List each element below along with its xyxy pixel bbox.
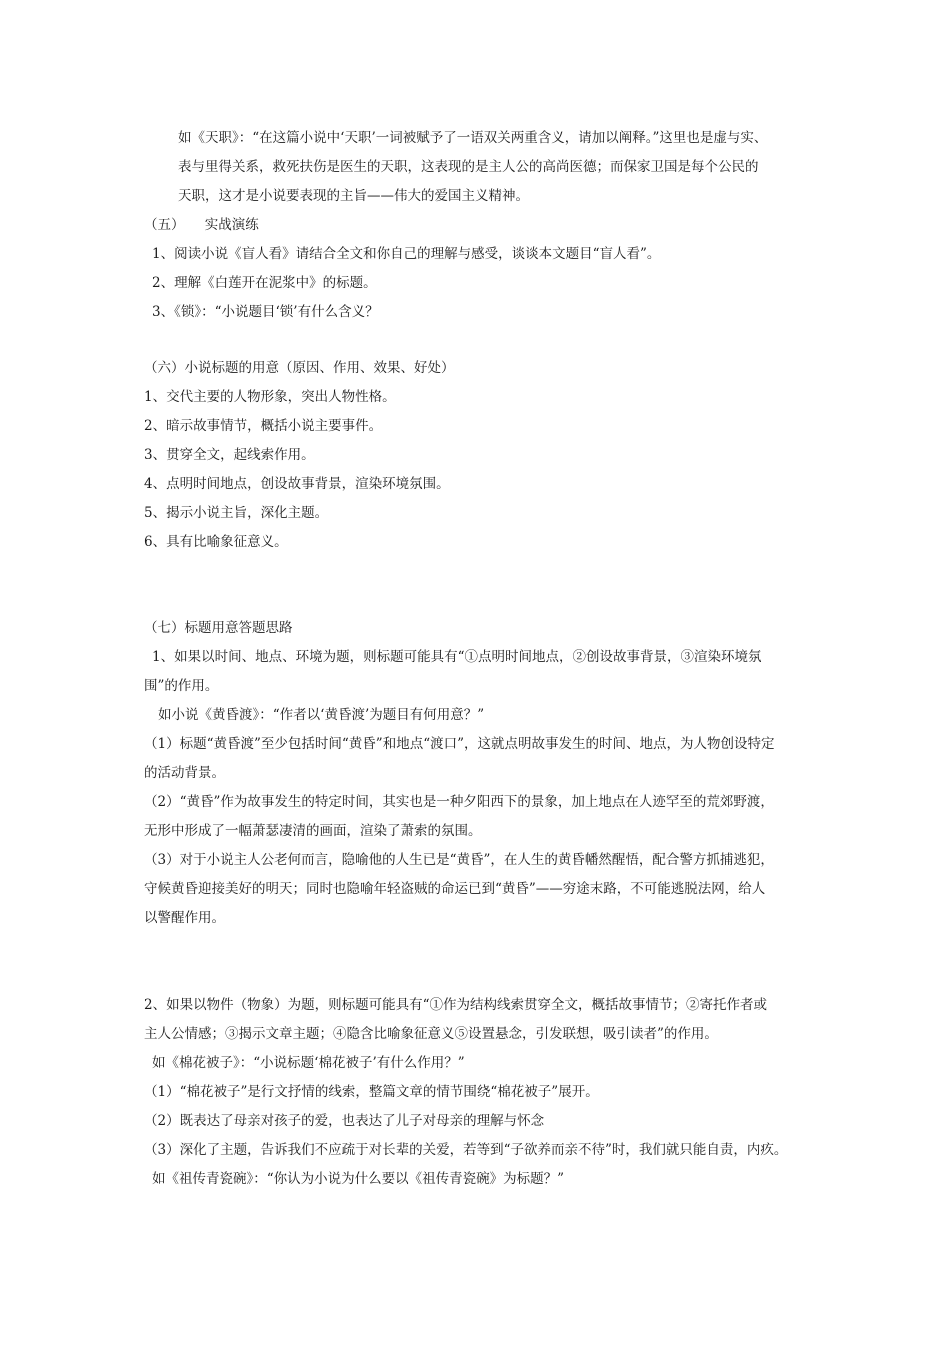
section6-item-2: 2、暗示故事情节，概括小说主要事件。 bbox=[144, 418, 383, 434]
section6-item-6: 6、具有比喻象征意义。 bbox=[144, 534, 288, 550]
section7-heading: （七）标题用意答题思路 bbox=[144, 620, 293, 636]
section7-answer-2-line-2: 无形中形成了一幅萧瑟凄清的画面，渲染了萧索的氛围。 bbox=[144, 823, 482, 839]
section8-answer-2: （2）既表达了母亲对孩子的爱，也表达了儿子对母亲的理解与怀念 bbox=[144, 1113, 545, 1129]
section5-heading: （五） 实战演练 bbox=[144, 217, 259, 233]
section7-answer-1-line-1: （1）标题“黄昏渡”至少包括时间“黄昏”和地点“渡口”，这就点明故事发生的时间、地点，为人物创设特定 bbox=[144, 736, 775, 752]
tianzhi-line-2: 表与里得关系，救死扶伤是医生的天职，这表现的是主人公的高尚医德；而保家卫国是每个公民的 bbox=[178, 159, 759, 175]
section7-example-1: 如小说《黄昏渡》：“作者以‘黄昏渡’为题目有何用意？” bbox=[158, 707, 485, 723]
section7-answer-3-line-2: 守候黄昏迎接美好的明天；同时也隐喻年轻盗贼的命运已到“黄昏”——穷途末路，不可能逃脱法网，给人 bbox=[144, 881, 766, 897]
section8-example-2: 如《棉花被子》：“小说标题‘棉花被子’有什么作用？” bbox=[152, 1055, 465, 1071]
section7-answer-3-line-3: 以警醒作用。 bbox=[144, 910, 225, 926]
section6-item-4: 4、点明时间地点，创设故事背景，渲染环境氛围。 bbox=[144, 476, 450, 492]
section6-heading: （六）小说标题的用意（原因、作用、效果、好处） bbox=[144, 360, 455, 376]
section8-answer-1: （1）“棉花被子”是行文抒情的线索，整篇文章的情节围绕“棉花被子”展开。 bbox=[144, 1084, 599, 1100]
section5-item-2: 2、理解《白莲开在泥浆中》的标题。 bbox=[152, 275, 377, 291]
section5-item-3: 3、《锁》：“小说题目‘锁’有什么含义？ bbox=[152, 304, 379, 320]
section8-answer-3: （3）深化了主题，告诉我们不应疏于对长辈的关爱，若等到“子欲养而亲不待”时，我们就只能自责，内疚。 bbox=[144, 1142, 788, 1158]
section6-item-1: 1、交代主要的人物形象，突出人物性格。 bbox=[144, 389, 396, 405]
section6-item-5: 5、揭示小说主旨，深化主题。 bbox=[144, 505, 329, 521]
section7-answer-1-line-2: 的活动背景。 bbox=[144, 765, 225, 781]
tianzhi-line-1: 如《天职》：“在这篇小说中‘天职’一词被赋予了一语双关两重含义，请加以阐释。”这里也是虚与实、 bbox=[178, 130, 768, 146]
section7-p1-line-2: 围”的作用。 bbox=[144, 678, 219, 694]
section8-p2-line-2: 主人公情感；③揭示文章主题；④隐含比喻象征意义⑤设置悬念，引发联想，吸引读者”的作用。 bbox=[144, 1026, 718, 1042]
section7-p1-line-1: 1、如果以时间、地点、环境为题，则标题可能具有“①点明时间地点，②创设故事背景，③渲染环境氛 bbox=[152, 649, 762, 665]
section7-answer-2-line-1: （2）“黄昏”作为故事发生的特定时间，其实也是一种夕阳西下的景象，加上地点在人迹罕至的荒郊野渡， bbox=[144, 794, 774, 810]
section6-item-3: 3、贯穿全文，起线索作用。 bbox=[144, 447, 315, 463]
tianzhi-line-3: 天职，这才是小说要表现的主旨——伟大的爱国主义精神。 bbox=[178, 188, 529, 204]
section5-item-1: 1、阅读小说《盲人看》请结合全文和你自己的理解与感受，谈谈本文题目“盲人看”。 bbox=[152, 246, 661, 262]
section7-answer-3-line-1: （3）对于小说主人公老何而言，隐喻他的人生已是“黄昏”，在人生的黄昏幡然醒悟，配合警方抓捕逃犯， bbox=[144, 852, 774, 868]
section8-example-3: 如《祖传青瓷碗》：“你认为小说为什么要以《祖传青瓷碗》为标题？” bbox=[152, 1171, 565, 1187]
section8-p2-line-1: 2、如果以物件（物象）为题，则标题可能具有“①作为结构线索贯穿全文，概括故事情节；②寄托作者或 bbox=[144, 997, 767, 1013]
